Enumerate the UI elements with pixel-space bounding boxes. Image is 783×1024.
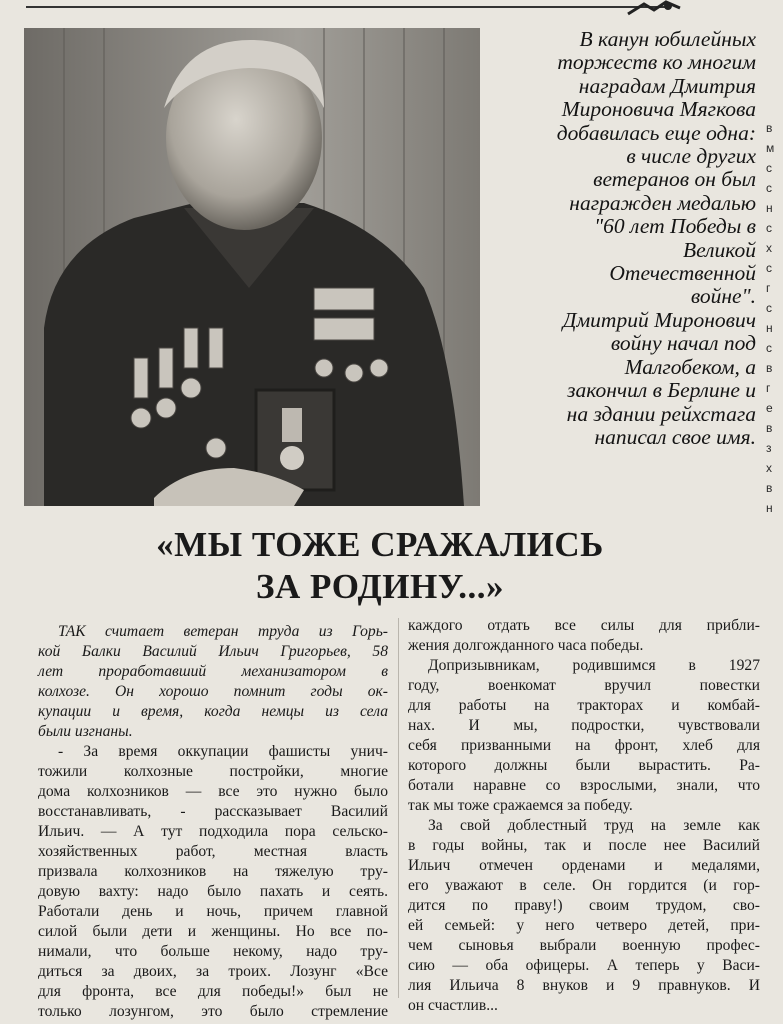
caption-line: наградам Дмитрия [578, 73, 756, 98]
caption-line: Дмитрий Миронович [562, 307, 756, 332]
margin-letter: с [766, 261, 772, 275]
body-line: довую вахту: надо было пахать и сеять. [38, 883, 388, 900]
caption-line: войне". [690, 284, 756, 309]
column-divider [398, 618, 399, 998]
body-line: силой были дети и женщины. Но все по- [38, 923, 388, 940]
body-line: чем сыновья выбрали военную профес- [408, 937, 760, 954]
margin-letter: з [766, 441, 772, 455]
margin-letter: в [766, 481, 773, 495]
lead-line: колхозе. Он хорошо помнит годы ок- [38, 683, 388, 700]
photo-caption [488, 28, 756, 449]
body-line: дома колхозников — все это нужно было [38, 783, 388, 800]
margin-letter: с [766, 301, 772, 315]
margin-letter: с [766, 161, 772, 175]
body-line: - За время оккупации фашисты унич- [58, 743, 388, 760]
caption-line: закончил в Берлине и [567, 378, 756, 403]
body-line: хозяйственных работ, местная власть [38, 843, 388, 860]
caption-line: Отечественной [609, 261, 756, 286]
body-line: лия Ильича 8 внуков и 9 правнуков. И [408, 977, 760, 994]
caption-line: написал свое имя. [594, 424, 756, 449]
body-line: сию — оба офицеры. А теперь у Васи- [408, 957, 760, 974]
article-body-left [38, 742, 388, 1022]
margin-letter: м [766, 141, 775, 155]
body-line: тожили колхозные постройки, многие [38, 763, 388, 780]
caption-line: в числе других [626, 144, 756, 169]
caption-line: войну начал под [610, 331, 756, 356]
top-rule [26, 0, 666, 8]
body-line: себя призванными на фронт, хлеб для [408, 737, 760, 754]
article-left-column [38, 622, 388, 1022]
body-line: Допризывникам, родившимся в 1927 [428, 657, 760, 674]
margin-letter: в [766, 361, 773, 375]
caption-line: торжеств ко многим [557, 50, 756, 75]
body-line: нах. И мы, подростки, чувствовали [408, 717, 760, 734]
body-line: для фронта, все для победы!» был не [38, 983, 388, 1000]
article-headline [60, 524, 700, 608]
margin-letter: н [766, 321, 773, 335]
caption-line: "60 лет Победы в [594, 214, 756, 239]
margin-letter: в [766, 121, 773, 135]
headline-line: ЗА РОДИНУ...» [256, 567, 504, 606]
caption-line: добавилась еще одна: [556, 120, 756, 145]
margin-letter: х [766, 461, 772, 475]
article-lead [38, 622, 388, 742]
margin-letter: г [766, 281, 771, 295]
body-line: ботали наравне со взрослыми, знали, что [408, 777, 760, 794]
body-line: он счастлив... [408, 997, 498, 1014]
caption-line: Мироновича Мягкова [561, 97, 756, 122]
body-line: Ильич отмечен орденами и медалями, [408, 857, 760, 874]
adjacent-column-fragment [766, 118, 783, 538]
article-right-column [408, 616, 760, 1016]
lead-line: были изгнаны. [38, 723, 133, 740]
body-line: которого должны были вырастить. Ра- [408, 757, 760, 774]
lead-line: кой Балки Василий Ильич Григорьев, 58 [38, 643, 388, 660]
margin-letter: г [766, 381, 771, 395]
lead-line: купации и время, когда немцы из села [38, 703, 388, 720]
lead-line: лет проработавший механизатором в [38, 663, 388, 680]
caption-line: Великой [682, 237, 756, 262]
corner-ornament [624, 0, 684, 16]
body-line: жения долгожданного часа победы. [408, 637, 644, 654]
body-line: ей семьей: у него четверо детей, при- [408, 917, 760, 934]
headline-line: «МЫ ТОЖЕ СРАЖАЛИСЬ [156, 525, 604, 564]
lead-line: ТАК считает ветеран труда из Горь- [58, 623, 388, 640]
body-line: восстанавливать, - рассказывает Василий [38, 803, 388, 820]
margin-letter: с [766, 221, 772, 235]
margin-letter: с [766, 341, 772, 355]
margin-letter: е [766, 401, 773, 415]
body-line: призвала колхозников на тяжелую тру- [38, 863, 388, 880]
caption-line: Малгобеком, а [624, 354, 756, 379]
body-line: его уважают в селе. Он гордится (и гор- [408, 877, 760, 894]
body-line: диться за двоих, за троих. Лозунг «Все [38, 963, 388, 980]
body-line: так мы тоже сражаемся за победу. [408, 797, 633, 814]
body-line: году, военкомат вручил повестки [408, 677, 760, 694]
body-line: дится по праву!) своим трудом, сво- [408, 897, 760, 914]
margin-letter: в [766, 421, 773, 435]
body-line: каждого отдать все силы для прибли- [408, 617, 760, 634]
caption-line: В канун юбилейных [579, 27, 756, 51]
body-line: Работали день и ночь, причем главной [38, 903, 388, 920]
caption-line: на здании рейхстага [566, 401, 756, 426]
body-line: За свой доблестный труд на земле как [428, 817, 760, 834]
margin-letter: с [766, 181, 772, 195]
body-line: только лозунгом, это было стремление [38, 1003, 388, 1020]
body-line: Ильич. — А тут подходила пора сельско- [38, 823, 388, 840]
caption-line: награжден медалью [569, 190, 756, 215]
veteran-photo [24, 28, 480, 506]
margin-letter: х [766, 241, 772, 255]
margin-letter: н [766, 501, 773, 515]
body-line: нимали, что больше некому, надо тру- [38, 943, 388, 960]
body-line: для работы на тракторах и комбай- [408, 697, 760, 714]
margin-letter: н [766, 201, 773, 215]
body-line: в годы войны, так и после нее Василий [408, 837, 760, 854]
caption-line: ветеранов он был [593, 167, 756, 192]
